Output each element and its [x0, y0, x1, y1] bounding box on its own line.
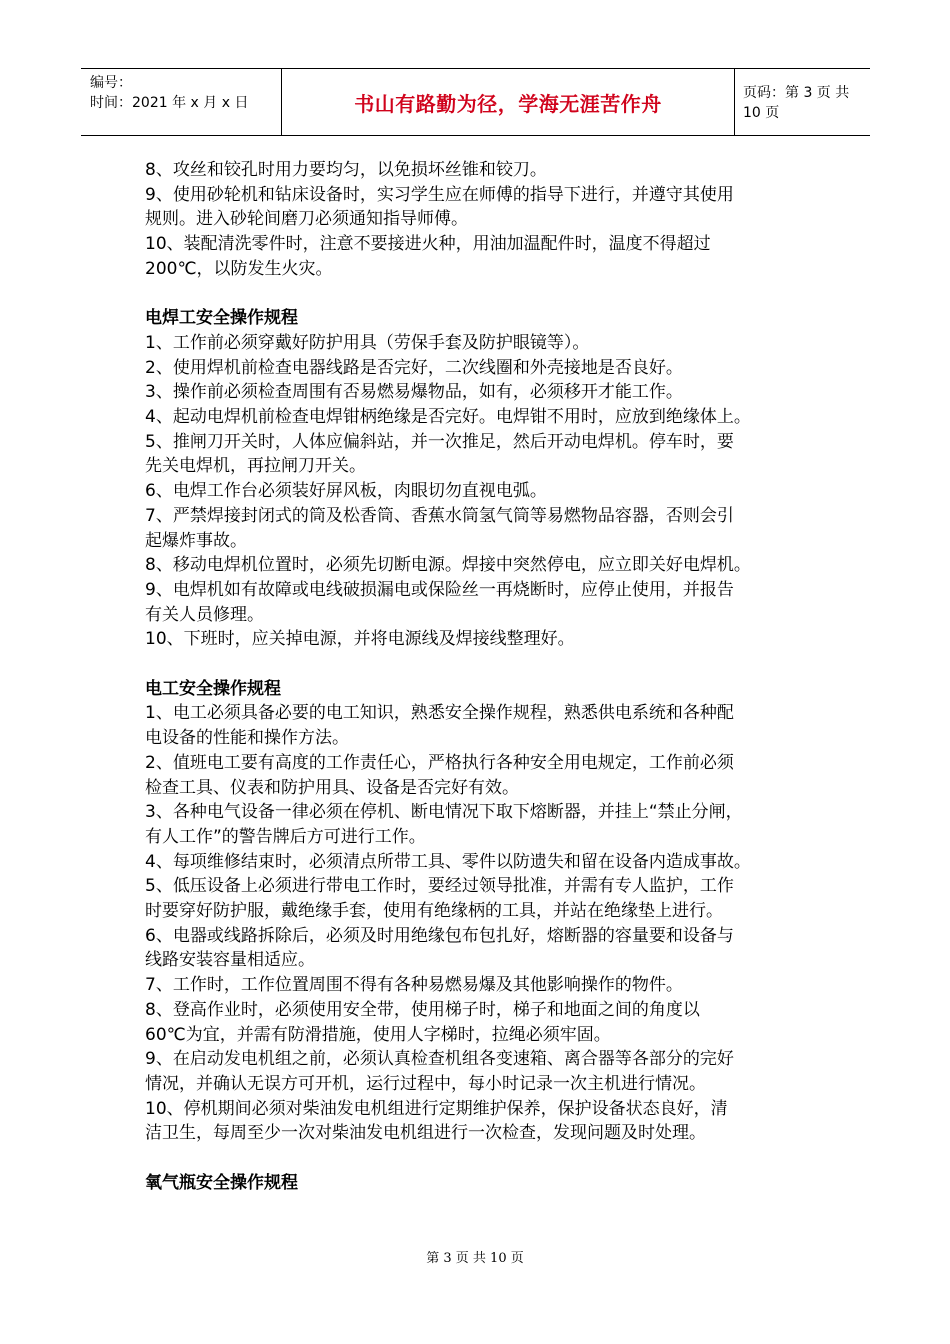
body-line: 4、起动电焊机前检查电焊钳柄绝缘是否完好。电焊钳不用时，应放到绝缘体上。	[145, 407, 751, 428]
body-line: 规则。进入砂轮间磨刀必须通知指导师傅。	[145, 209, 468, 230]
document-body	[145, 158, 825, 1195]
body-line: 起爆炸事故。	[145, 530, 247, 551]
section-title: 氧气瓶安全操作规程	[145, 1172, 298, 1193]
body-line: 有人工作”的警告牌后方可进行工作。	[145, 826, 426, 847]
body-line: 情况，并确认无误方可开机，运行过程中，每小时记录一次主机进行情况。	[145, 1073, 706, 1094]
section-title: 电焊工安全操作规程	[145, 308, 298, 329]
body-line: 先关电焊机，再拉闸刀开关。	[145, 456, 366, 477]
body-line: 时要穿好防护服，戴绝缘手套，使用有绝缘柄的工具，并站在绝缘垫上进行。	[145, 901, 723, 922]
body-line: 9、电焊机如有故障或电线破损漏电或保险丝一再烧断时，应停止使用，并报告	[145, 579, 734, 600]
body-line: 有关人员修理。	[145, 604, 264, 625]
body-line: 电设备的性能和操作方法。	[145, 728, 349, 749]
body-line: 2、值班电工要有高度的工作责任心，严格执行各种安全用电规定，工作前必须	[145, 752, 734, 773]
header-motto: 书山有路勤为径，学海无涯苦作舟	[282, 69, 735, 135]
body-line: 10、装配清洗零件时，注意不要接进火种，用油加温配件时，温度不得超过	[145, 234, 711, 255]
body-line: 60℃为宜，并需有防滑措施，使用人字梯时，拉绳必须牢固。	[145, 1024, 611, 1045]
body-line: 10、下班时，应关掉电源，并将电源线及焊接线整理好。	[145, 629, 575, 650]
body-line: 1、电工必须具备必要的电工知识，熟悉安全操作规程，熟悉供电系统和各种配	[145, 703, 734, 724]
body-line: 3、各种电气设备一律必须在停机、断电情况下取下熔断器，并挂上“禁止分闸，	[145, 802, 743, 823]
body-line: 5、低压设备上必须进行带电工作时，要经过领导批准，并需有专人监护，工作	[145, 876, 734, 897]
page-header	[81, 68, 870, 136]
body-line: 200℃，以防发生火灾。	[145, 258, 333, 279]
body-line: 洁卫生，每周至少一次对柴油发电机组进行一次检查，发现问题及时处理。	[145, 1123, 706, 1144]
body-line: 8、移动电焊机位置时，必须先切断电源。焊接中突然停电，应立即关好电焊机。	[145, 555, 751, 576]
header-page-info: 页码：第 3 页 共 10 页	[743, 85, 850, 121]
body-line: 7、严禁焊接封闭式的筒及松香筒、香蕉水筒氢气筒等易燃物品容器，否则会引	[145, 505, 734, 526]
body-line: 1、工作前必须穿戴好防护用具（劳保手套及防护眼镜等）。	[145, 332, 590, 353]
body-line: 检查工具、仪表和防护用具、设备是否完好有效。	[145, 777, 519, 798]
section-title: 电工安全操作规程	[145, 678, 281, 699]
body-line: 7、工作时，工作位置周围不得有各种易燃易爆及其他影响操作的物件。	[145, 975, 683, 996]
document-date: 时间：2021 年 x 月 x 日	[90, 95, 249, 111]
body-line: 5、推闸刀开关时，人体应偏斜站，并一次推足，然后开动电焊机。停车时，要	[145, 431, 734, 452]
header-meta	[81, 69, 282, 135]
body-line: 9、在启动发电机组之前，必须认真检查机组各变速箱、离合器等各部分的完好	[145, 1049, 734, 1070]
body-line: 6、电器或线路拆除后，必须及时用绝缘包布包扎好，熔断器的容量要和设备与	[145, 925, 734, 946]
body-line: 2、使用焊机前检查电器线路是否完好，二次线圈和外壳接地是否良好。	[145, 357, 683, 378]
body-line: 6、电焊工作台必须装好屏风板，肉眼切勿直视电弧。	[145, 481, 547, 502]
body-line: 10、停机期间必须对柴油发电机组进行定期维护保养，保护设备状态良好，清	[145, 1098, 728, 1119]
body-line: 8、登高作业时，必须使用安全带，使用梯子时，梯子和地面之间的角度以	[145, 999, 700, 1020]
page-footer: 第 3 页 共 10 页	[426, 1251, 524, 1266]
body-line: 线路安装容量相适应。	[145, 950, 315, 971]
body-line: 9、使用砂轮机和钻床设备时，实习学生应在师傅的指导下进行，并遵守其使用	[145, 184, 734, 205]
body-line: 8、攻丝和铰孔时用力要均匀，以免损坏丝锥和铰刀。	[145, 160, 547, 180]
document-code-label: 编号：	[90, 75, 132, 91]
body-line: 4、每项维修结束时，必须清点所带工具、零件以防遗失和留在设备内造成事故。	[145, 851, 751, 872]
body-line: 3、操作前必须检查周围有否易燃易爆物品，如有，必须移开才能工作。	[145, 382, 683, 403]
